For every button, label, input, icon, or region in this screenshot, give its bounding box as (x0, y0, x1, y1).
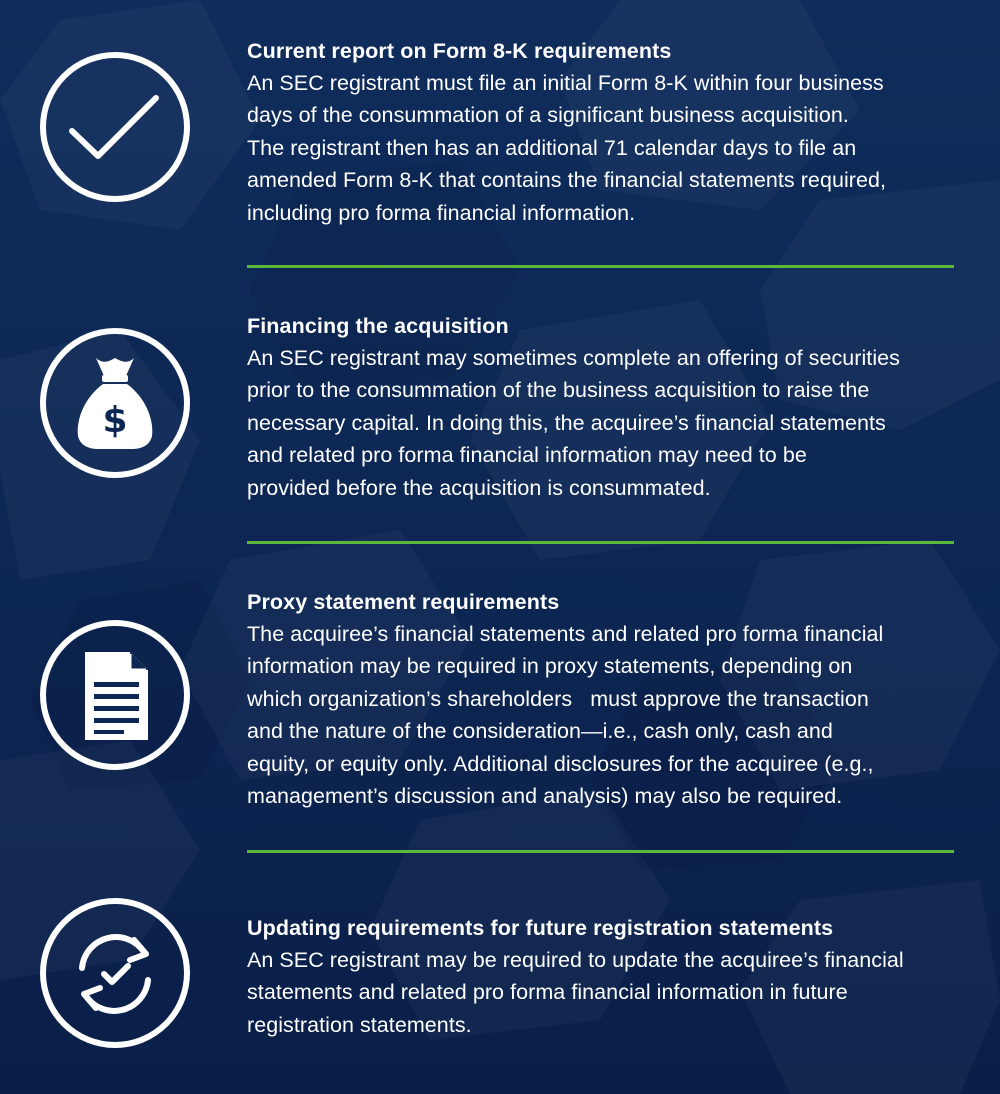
body-line: and the nature of the consideration—i.e., cash only, cash and (247, 719, 833, 744)
body-line: The registrant then has an additional 71 calendar days to file an (247, 135, 857, 160)
section-title: Updating requirements for future registration statements (247, 916, 834, 940)
checkmark-icon (40, 52, 190, 202)
body-line: and related pro forma financial information may need to be (247, 443, 807, 468)
section-body (247, 67, 962, 229)
body-line: An SEC registrant may be required to update the acquiree’s financial (247, 948, 904, 972)
body-line: amended Form 8-K that contains the financial statements required, (247, 168, 887, 193)
body-line: which organization’s shareholders must approve the transaction (247, 686, 869, 711)
body-line: management’s discussion and analysis) may also be required. (247, 784, 843, 809)
body-line: statements and related pro forma financial information in future (247, 980, 848, 1005)
section-body (247, 944, 962, 1041)
document-icon (40, 620, 190, 770)
section-title: Financing the acquisition (247, 314, 509, 338)
body-line: equity, or equity only. Additional disclosures for the acquiree (e.g., (247, 751, 874, 776)
body-line: An SEC registrant must file an initial Form 8-K within four business (247, 71, 884, 95)
money-bag-icon (40, 328, 190, 478)
section-text (247, 586, 962, 812)
body-line: information may be required in proxy statements, depending on (247, 654, 853, 679)
section-title: Proxy statement requirements (247, 590, 560, 614)
section-text (247, 912, 962, 1041)
section-body (247, 618, 962, 812)
body-line: days of the consummation of a significant business acquisition. (247, 103, 849, 128)
section-divider (247, 265, 954, 268)
body-line: registration statements. (247, 1012, 472, 1037)
section-text (247, 35, 962, 229)
body-line: necessary capital. In doing this, the acquiree’s financial statements (247, 410, 886, 435)
body-line: An SEC registrant may sometimes complete an offering of securities (247, 346, 900, 370)
section-divider (247, 541, 954, 544)
section-title: Current report on Form 8-K requirements (247, 39, 672, 63)
body-line: prior to the consummation of the business acquisition to raise the (247, 378, 870, 403)
body-line: The acquiree’s financial statements and related pro forma financial (247, 622, 884, 646)
body-line: including pro forma financial information. (247, 200, 636, 225)
dollar-symbol: $ (102, 400, 128, 441)
refresh-check-icon (40, 898, 190, 1048)
section-divider (247, 850, 954, 853)
section-text (247, 310, 962, 504)
body-line: provided before the acquisition is consummated. (247, 475, 711, 500)
section-body (247, 342, 962, 504)
